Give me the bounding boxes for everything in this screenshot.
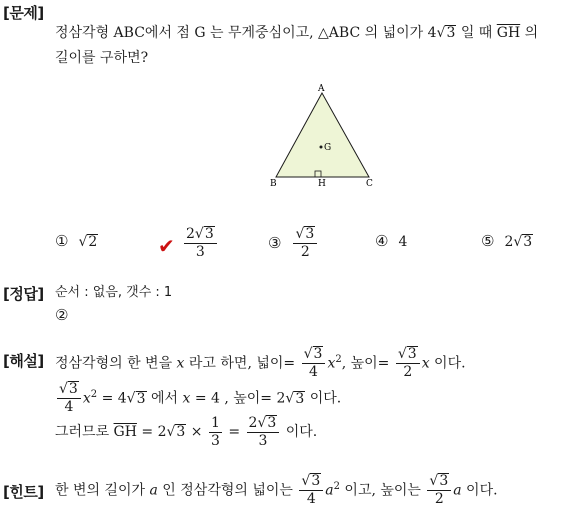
solution-line2: $\frac{√3}{4}$ $x^2 = 4√3$ 에서 x = 4 , 높이= 2√3 이다. xyxy=(59,381,342,416)
solution-line3: 그러므로 $\overline{GH} = 2√3$ × $\frac{1}{3}$ = $\frac{2√3}{3}$ 이다. xyxy=(55,414,318,449)
problem-label: [문제] xyxy=(3,4,44,22)
vertex-b-label: B xyxy=(270,179,277,189)
problem-text-line1: 정삼각형 ABC에서 점 G 는 무게중심이고, △ABC 의 넓이가 4√3 일 때 $\overline{GH}$ 의 xyxy=(55,25,539,41)
triangle-figure xyxy=(265,82,385,192)
hint-text: 한 변의 길이가 a 인 정삼각형의 넓이는 $\frac{√3}{4}$ $a^2$ 이고, 높이는 $\frac{√3}{2}$ a 이다. xyxy=(55,473,498,508)
choice-3[interactable]: ③ $\frac{√3}{2}$ xyxy=(268,226,319,261)
centroid-point xyxy=(320,146,323,149)
vertex-c-label: C xyxy=(366,179,373,189)
hint-label: [힌트] xyxy=(3,483,44,501)
choice-2[interactable]: $\frac{2√3}{3}$ xyxy=(182,226,219,261)
problem-text-line2: 길이를 구하면? xyxy=(55,50,149,66)
choice-1[interactable]: ① √2 xyxy=(55,232,98,250)
solution-label: [해설] xyxy=(3,352,44,370)
answer-value: ② xyxy=(55,306,69,324)
solution-line1: 정삼각형의 한 변을 x 라고 하면, 넓이= $\frac{√3}{4}$ $x^2$, 높이= $\frac{√3}{2}$ x 이다. xyxy=(55,346,466,381)
point-h-label: H xyxy=(318,179,326,189)
answer-order-count: 순서 : 없음, 갯수 : 1 xyxy=(55,285,173,300)
vertex-a-label: A xyxy=(318,84,325,94)
check-mark-icon: ✔ xyxy=(158,234,175,258)
choice-5[interactable]: ⑤ 2√3 xyxy=(481,232,533,250)
choice-4[interactable]: ④ 4 xyxy=(375,232,408,250)
answer-label: [정답] xyxy=(3,285,44,303)
triangle-abc xyxy=(276,93,369,177)
point-g-label: G xyxy=(324,143,332,153)
